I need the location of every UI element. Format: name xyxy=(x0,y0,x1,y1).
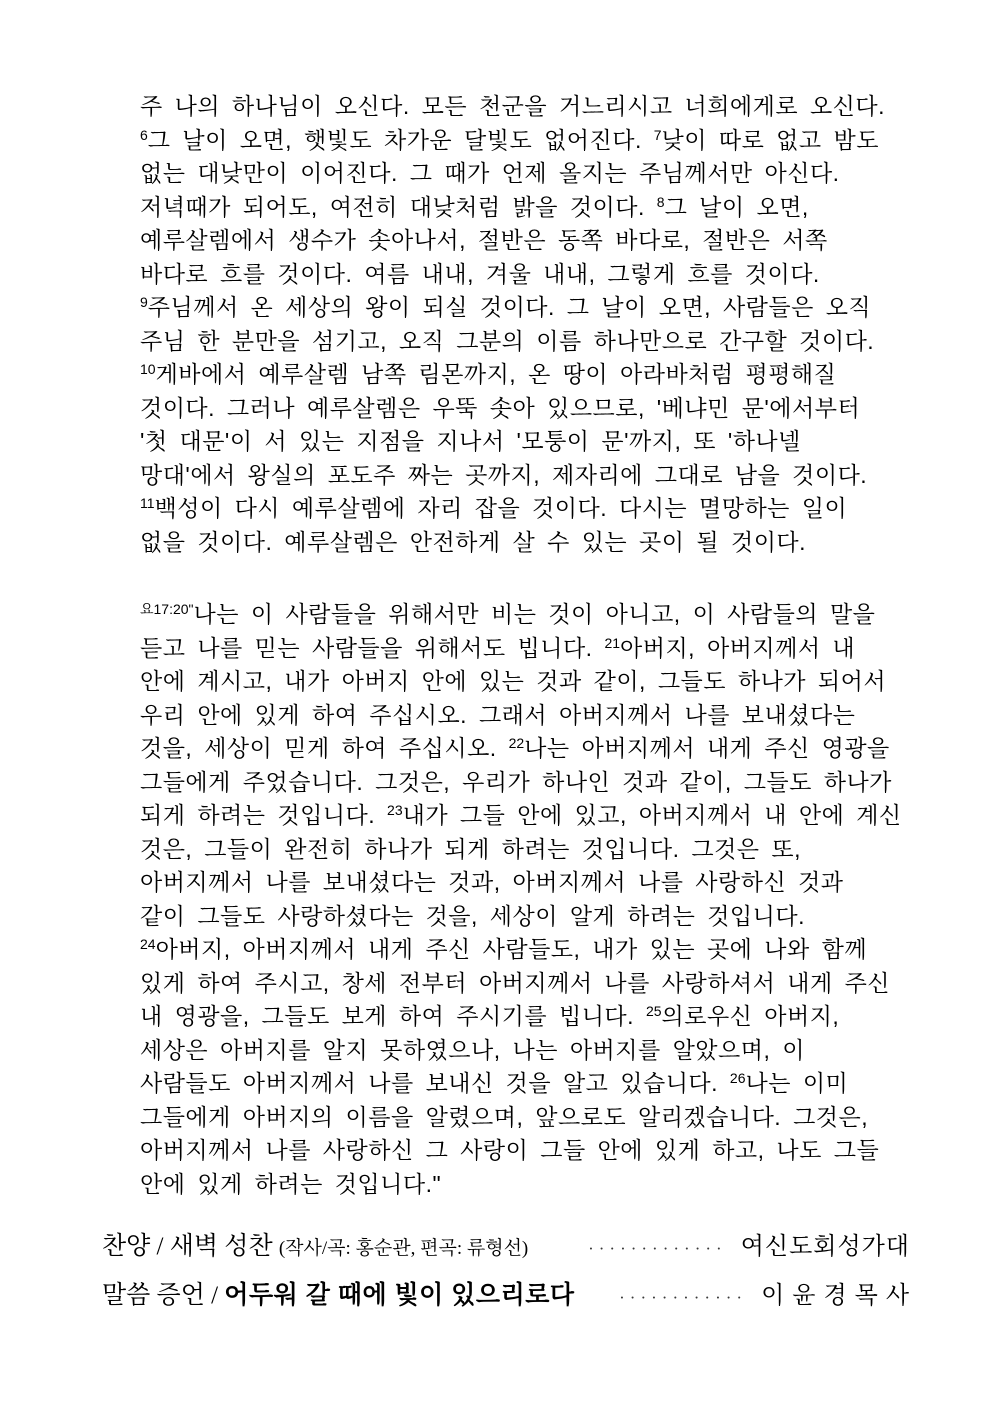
scripture-line xyxy=(140,425,890,459)
dotted-leader: ············ xyxy=(619,1288,748,1307)
verse-ref: 요17:20" xyxy=(140,601,194,617)
scripture-line xyxy=(140,632,890,666)
scripture-text: 그들에게 주었습니다. 그것은, 우리가 하나인 것과 같이, 그들도 하나가 xyxy=(140,768,892,795)
scripture-passage-john-17 xyxy=(140,598,902,1201)
scripture-text: 것을, 세상이 믿게 하여 주십시오. xyxy=(140,735,509,761)
scripture-line xyxy=(140,492,890,526)
program-credit: (작사/곡: 홍순관, 편곡: 류형선) xyxy=(278,1238,529,1259)
verse-ref: 7 xyxy=(653,126,662,143)
scripture-line xyxy=(140,1067,890,1101)
scripture-text: 아버지, 아버지께서 내게 주신 사람들도, 내가 있는 곳에 나와 함께 xyxy=(155,936,868,962)
verse-ref: 10 xyxy=(140,361,156,377)
verse-ref: 26 xyxy=(729,1070,746,1086)
scripture-text: 것이다. 그러나 예루살렘은 우뚝 솟아 있으므로, '베냐민 문'에서부터 xyxy=(140,394,861,421)
scripture-text: 아버지, 아버지께서 내 xyxy=(620,634,856,661)
scripture-text: 있게 하여 주시고, 창세 전부터 아버지께서 나를 사랑하셔서 내게 주신 xyxy=(140,969,891,996)
verse-ref: 9 xyxy=(140,294,148,310)
scripture-text: 낮이 따로 없고 밤도 xyxy=(661,126,879,153)
scripture-text: 주님 한 분만을 섬기고, 오직 그분의 이름 하나만으로 간구할 것이다. xyxy=(140,327,875,354)
scripture-line xyxy=(140,732,890,766)
verse-ref: 11 xyxy=(140,495,155,511)
scripture-text: 없을 것이다. 예루살렘은 안전하게 살 수 있는 곳이 될 것이다. xyxy=(140,528,807,555)
scripture-section xyxy=(140,90,902,1201)
scripture-line xyxy=(140,191,890,225)
program-item-title: 찬양 / 새벽 성찬 xyxy=(102,1233,273,1260)
scripture-line xyxy=(140,665,890,699)
scripture-line xyxy=(140,1000,890,1034)
verse-ref: 22 xyxy=(508,735,525,751)
scripture-text: 그 날이 오면, 햇빛도 차가운 달빛도 없어진다. xyxy=(147,126,654,153)
scripture-text: '첫 대문'이 서 있는 지점을 지나서 '모퉁이 문'까지, 또 '하나넬 xyxy=(140,428,801,454)
verse-ref: 6 xyxy=(140,126,148,143)
scripture-text: 바다로 흐를 것이다. 여름 내내, 겨울 내내, 그렇게 흐를 것이다. xyxy=(140,260,820,287)
scripture-line xyxy=(140,933,890,967)
scripture-text: 저녁때가 되어도, 여전히 대낮처럼 밝을 것이다. xyxy=(140,193,657,220)
scripture-line xyxy=(140,1034,890,1068)
program-row-sermon xyxy=(102,1278,910,1315)
program-row-praise xyxy=(102,1230,910,1266)
scripture-line xyxy=(140,526,890,560)
scripture-text: 같이 그들도 사랑하셨다는 것을, 세상이 알게 하려는 것입니다. xyxy=(140,902,805,929)
verse-ref: 21 xyxy=(604,634,621,651)
scripture-line xyxy=(140,900,890,934)
scripture-text: 그들에게 아버지의 이름을 알렸으며, 앞으로도 알리겠습니다. 그것은, xyxy=(140,1103,869,1130)
scripture-line xyxy=(140,291,890,325)
scripture-line xyxy=(140,833,890,867)
scripture-line xyxy=(140,766,890,800)
scripture-line xyxy=(140,358,890,392)
scripture-text: 게바에서 예루살렘 남쪽 림몬까지, 온 땅이 아라바처럼 평평해질 xyxy=(155,361,837,387)
program-performer: 여신도회성가대 xyxy=(740,1234,910,1260)
scripture-line xyxy=(140,459,890,493)
scripture-line xyxy=(140,699,890,733)
program-item-title: 말씀 증언 / xyxy=(102,1282,219,1309)
scripture-line xyxy=(140,392,890,426)
scripture-text: 주님께서 온 세상의 왕이 되실 것이다. 그 날이 오면, 사람들은 오직 xyxy=(147,294,872,320)
scripture-line xyxy=(140,90,890,124)
scripture-text: 없는 대낮만이 이어진다. 그 때가 언제 올지는 주님께서만 아신다. xyxy=(140,160,840,186)
verse-ref: 24 xyxy=(140,936,156,952)
scripture-line xyxy=(140,325,890,359)
scripture-line xyxy=(140,598,890,632)
scripture-line xyxy=(140,258,890,292)
scripture-text: 의로우신 아버지, xyxy=(661,1003,840,1029)
scripture-passage-1 xyxy=(140,90,890,559)
scripture-line xyxy=(140,157,890,191)
scripture-line xyxy=(140,866,890,900)
scripture-text: 나는 아버지께서 내게 주신 영광을 xyxy=(524,735,890,761)
scripture-text: 우리 안에 있게 하여 주십시오. 그래서 아버지께서 나를 보내셨다는 xyxy=(140,701,856,728)
scripture-text: 되게 하려는 것입니다. xyxy=(140,802,388,828)
scripture-text: 사람들도 아버지께서 나를 보내신 것을 알고 있습니다. xyxy=(140,1070,730,1096)
scripture-text: 아버지께서 나를 사랑하신 그 사랑이 그들 안에 있게 하고, 나도 그들 xyxy=(140,1137,880,1163)
scripture-line xyxy=(140,124,890,158)
scripture-line xyxy=(140,1101,890,1135)
dotted-leader: ············· xyxy=(588,1239,727,1258)
program-section xyxy=(102,1230,910,1327)
scripture-text: 망대'에서 왕실의 포도주 짜는 곳까지, 제자리에 그대로 남을 것이다. xyxy=(140,461,868,488)
scripture-text: 듣고 나를 믿는 사람들을 위해서도 빕니다. xyxy=(140,634,605,661)
scripture-text: 나는 이 사람들을 위해서만 비는 것이 아니고, 이 사람들의 말을 xyxy=(193,601,876,627)
program-speaker: 이 윤 경 목 사 xyxy=(761,1283,910,1309)
scripture-line xyxy=(140,1168,890,1202)
scripture-text: 백성이 다시 예루살렘에 자리 잡을 것이다. 다시는 멸망하는 일이 xyxy=(154,495,848,521)
scripture-text: 내 영광을, 그들도 보게 하여 주시기를 빕니다. xyxy=(140,1003,646,1029)
scripture-text: 내가 그들 안에 있고, 아버지께서 내 안에 계신 xyxy=(402,802,902,828)
scripture-text: 안에 있게 하려는 것입니다." xyxy=(140,1170,442,1197)
scripture-text: 것은, 그들이 완전히 하나가 되게 하려는 것입니다. 그것은 또, xyxy=(140,835,802,862)
program-label-sermon xyxy=(102,1278,575,1313)
scripture-text: 주 나의 하나님이 오신다. 모든 천군을 거느리시고 너희에게로 오신다. xyxy=(140,93,886,119)
scripture-line xyxy=(140,224,890,258)
scripture-text: 안에 계시고, 내가 아버지 안에 있는 것과 같이, 그들도 하나가 되어서 xyxy=(140,668,887,694)
sermon-title: 어두워 갈 때에 빛이 있으리로다 xyxy=(224,1281,575,1309)
scripture-text: 나는 이미 xyxy=(745,1070,849,1096)
scripture-text: 예루살렘에서 생수가 솟아나서, 절반은 동쪽 바다로, 절반은 서쪽 xyxy=(140,227,828,253)
scripture-text: 아버지께서 나를 보내셨다는 것과, 아버지께서 나를 사랑하신 것과 xyxy=(140,869,844,895)
scripture-text: 세상은 아버지를 알지 못하였으나, 나는 아버지를 알았으며, 이 xyxy=(140,1036,805,1063)
verse-ref: 8 xyxy=(656,193,665,210)
program-label-praise xyxy=(102,1230,528,1266)
verse-ref: 23 xyxy=(387,802,403,818)
verse-ref: 25 xyxy=(645,1003,662,1019)
scripture-line xyxy=(140,967,890,1001)
scripture-line xyxy=(140,1134,890,1168)
scripture-line xyxy=(140,799,902,833)
scripture-text: 그 날이 오면, xyxy=(664,193,809,220)
